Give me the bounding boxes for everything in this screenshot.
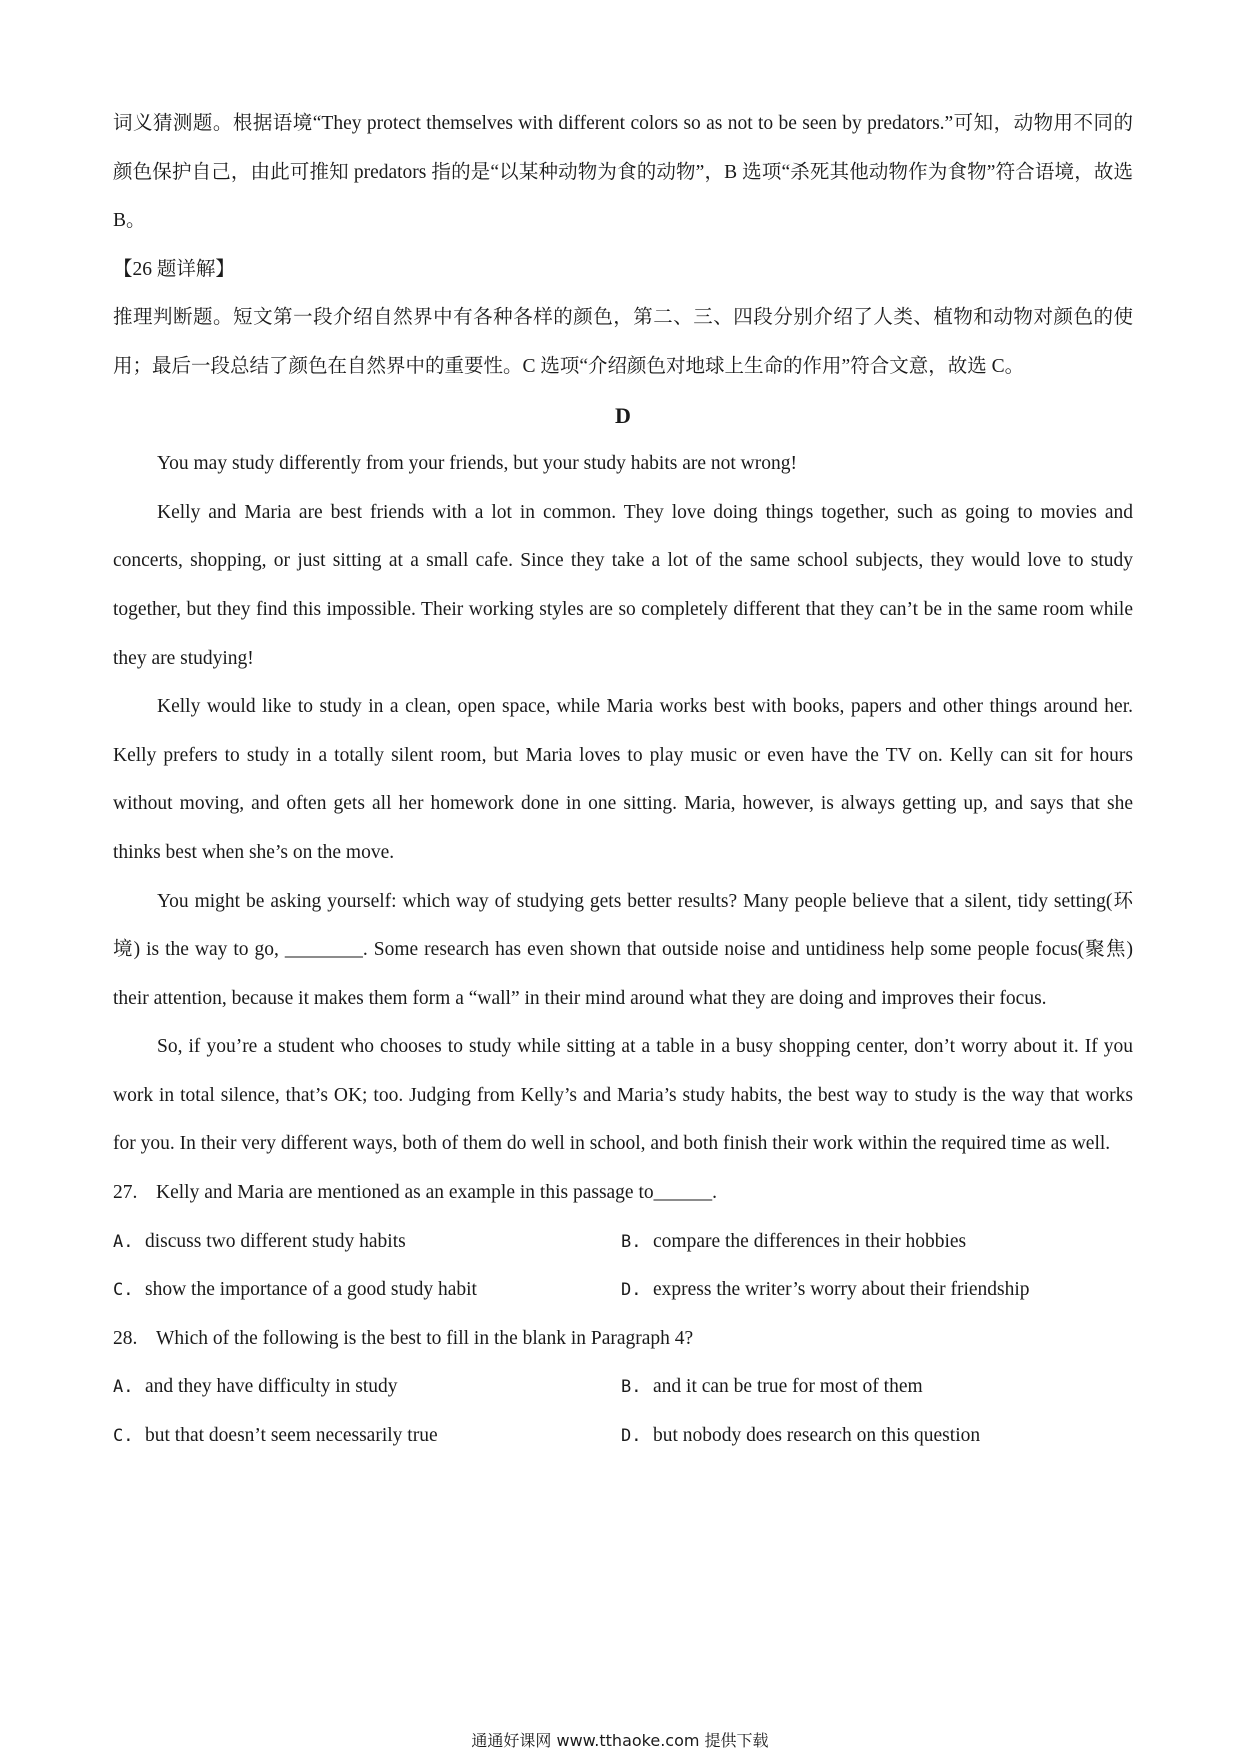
question-number: 28. <box>113 1327 138 1349</box>
options-row <box>113 1363 1133 1412</box>
option-letter: D. <box>621 1280 642 1301</box>
option-b <box>621 1218 1129 1267</box>
option-letter: A. <box>113 1377 134 1398</box>
passage-paragraph: Kelly would like to study in a clean, open space, while Maria works best with books, papers and other things around her. Kelly prefers to study in a totally silent room, but Maria loves to play music or even have the TV on. Kelly can sit for hours without moving, and often gets all her homework done in one sitting. Maria, however, is always getting up, and says that she thinks best when she’s on the move. <box>113 696 1133 863</box>
options-row <box>113 1266 1133 1315</box>
section-title: D <box>615 402 631 428</box>
option-text: show the importance of a good study habit <box>145 1279 477 1301</box>
question-27 <box>113 1169 1133 1218</box>
question-number: 27. <box>113 1182 138 1204</box>
option-text: discuss two different study habits <box>145 1230 406 1252</box>
option-letter: C. <box>113 1426 134 1447</box>
explanation-paragraph: 推理判断题。短文第一段介绍自然界中有各种各样的颜色，第二、三、四段分别介绍了人类、植物和动物对颜色的使用；最后一段总结了颜色在自然界中的重要性。C 选项“介绍颜色对地球上生命的作用”符合文意，故选 C。 <box>113 307 1133 377</box>
question-stem: Which of the following is the best to fill in the blank in Paragraph 4? <box>156 1327 694 1349</box>
question-28 <box>113 1315 1133 1364</box>
option-text: compare the differences in their hobbies <box>653 1230 967 1252</box>
option-a <box>113 1218 621 1267</box>
option-letter: B. <box>621 1231 642 1252</box>
option-text: but that doesn’t seem necessarily true <box>145 1425 438 1447</box>
document-body <box>113 100 1133 1461</box>
option-text: express the writer’s worry about their friendship <box>653 1279 1030 1301</box>
options-row <box>113 1412 1133 1461</box>
option-letter: D. <box>621 1426 642 1447</box>
passage-paragraph: You might be asking yourself: which way of studying gets better results? Many people believe that a silent, tidy setting(环境) is the way to go, ________. Some research has even shown that outside noise and untidiness help some people focus(聚焦) their attention, because it makes them form a “wall” in their mind around what they are doing and improves their focus. <box>113 890 1133 1009</box>
option-d <box>621 1412 1129 1461</box>
option-c <box>113 1412 621 1461</box>
option-b <box>621 1363 1129 1412</box>
option-c <box>113 1266 621 1315</box>
option-letter: A. <box>113 1231 134 1252</box>
passage-paragraph: So, if you’re a student who chooses to study while sitting at a table in a busy shopping center, don’t worry about it. If you work in total silence, that’s OK; too. Judging from Kelly’s and Maria’s study habits, the best way to study is the way that works for you. In their very different ways, both of them do well in school, and both finish their work within the required time as well. <box>113 1036 1133 1155</box>
option-letter: C. <box>113 1280 134 1301</box>
question-stem: Kelly and Maria are mentioned as an example in this passage to______. <box>156 1182 718 1204</box>
passage-paragraph: You may study differently from your friends, but your study habits are not wrong! <box>157 453 797 475</box>
option-letter: B. <box>621 1377 642 1398</box>
page-footer: 通通好课网 www.tthaoke.com 提供下载 <box>471 1731 769 1750</box>
options-row <box>113 1218 1133 1267</box>
option-d <box>621 1266 1129 1315</box>
option-text: and it can be true for most of them <box>653 1376 923 1398</box>
question-26-heading: 【26 题详解】 <box>113 258 235 280</box>
passage-paragraph: Kelly and Maria are best friends with a lot in common. They love doing things together, such as going to movies and concerts, shopping, or just sitting at a small cafe. Since they take a lot of the same school subjects, they would love to study together, but they find this impossible. Their working styles are so completely different that they can’t be in the same room while they are studying! <box>113 501 1133 669</box>
option-a <box>113 1363 621 1412</box>
option-text: and they have difficulty in study <box>145 1376 398 1398</box>
explanation-paragraph: 词义猜测题。根据语境“They protect themselves with different colors so as not to be seen by predators.”可知，动物用不同的颜色保护自己，由此可推知 predators 指的是“以某种动物为食的动物”，B 选项“杀死其他动物作为食物”符合语境，故选 B。 <box>113 113 1133 232</box>
option-text: but nobody does research on this question <box>653 1425 981 1447</box>
